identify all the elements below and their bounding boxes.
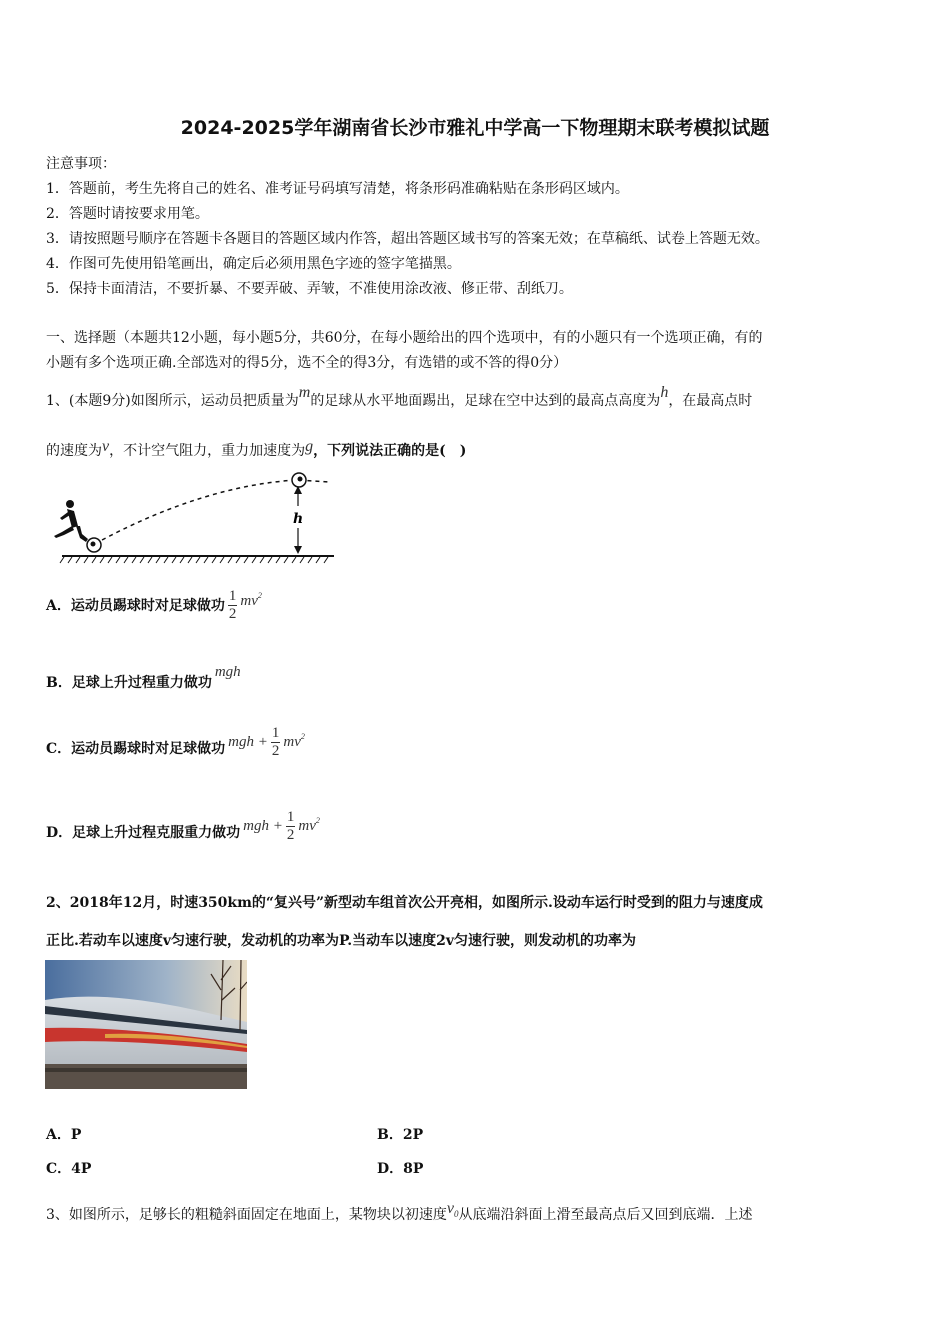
q1-stem-line2: 的速度为v，不计空气阻力，重力加速度为g，下列说法正确的是( ) bbox=[46, 438, 467, 459]
notice-heading: 注意事项： bbox=[46, 156, 116, 172]
notice-item: 2．答题时请按要求用笔。 bbox=[46, 206, 209, 222]
q1-option-c[interactable]: C．运动员踢球时对足球做功 mgh + $\frac{1}{2}$ mv 2 bbox=[46, 724, 305, 759]
q2-stem-line2: 正比.若动车以速度v匀速行驶，发动机的功率为P.当动车以速度2v匀速行驶，则发动机的功率为 bbox=[46, 933, 636, 949]
q1-option-d[interactable]: D．足球上升过程克服重力做功 mgh + $\frac{1}{2}$ mv 2 bbox=[46, 808, 320, 843]
var-v: v bbox=[102, 438, 110, 455]
q2-option-c[interactable]: C．4P bbox=[46, 1161, 92, 1177]
height-label: h bbox=[293, 511, 304, 527]
q2-option-a[interactable]: A．P bbox=[46, 1127, 82, 1143]
var-h: h bbox=[660, 384, 669, 401]
q2-option-b[interactable]: B．2P bbox=[377, 1127, 424, 1143]
notice-item: 4．作图可先使用铅笔画出，确定后必须用黑色字迹的签字笔描黑。 bbox=[46, 256, 461, 272]
q3-stem: 3、如图所示，足够长的粗糙斜面固定在地面上，某物块以初速度v0从底端沿斜面上滑至最高点后又回到底端．上述 bbox=[46, 1200, 753, 1223]
var-g: g bbox=[305, 438, 314, 455]
var-m: m bbox=[298, 384, 311, 401]
train-photo bbox=[45, 960, 247, 1089]
page-title: 2024-2025学年湖南省长沙市雅礼中学高一下物理期末联考模拟试题 bbox=[180, 117, 770, 139]
q2-option-d[interactable]: D．8P bbox=[377, 1161, 424, 1177]
section-heading: 一、选择题（本题共12小题，每小题5分，共60分，在每小题给出的四个选项中，有的小题只有一个选项正确，有的 bbox=[46, 330, 763, 346]
q1-stem-line1: 1、(本题9分)如图所示，运动员把质量为m的足球从水平地面踢出，足球在空中达到的最高点高度为h，在最高点时 bbox=[46, 384, 753, 409]
section-heading-cont: 小题有多个选项正确.全部选对的得5分，选不全的得3分，有选错的或不答的得0分） bbox=[46, 355, 568, 371]
var-v0: v bbox=[446, 1200, 455, 1217]
q1-option-b[interactable]: B．足球上升过程重力做功 mgh bbox=[46, 663, 241, 691]
notice-item: 5．保持卡面清洁，不要折暴、不要弄破、弄皱，不准使用涂改液、修正带、刮纸刀。 bbox=[46, 281, 573, 297]
football-figure bbox=[44, 466, 336, 570]
notice-item: 3．请按照题号顺序在答题卡各题目的答题区域内作答，超出答题区域书写的答案无效；在草稿纸、试卷上答题无效。 bbox=[46, 231, 769, 247]
notice-item: 1．答题前，考生先将自己的姓名、准考证号码填写清楚，将条形码准确粘贴在条形码区域内。 bbox=[46, 181, 629, 197]
q2-stem-line1: 2、2018年12月，时速350km的“复兴号”新型动车组首次公开亮相，如图所示.设动车运行时受到的阻力与速度成 bbox=[46, 895, 763, 911]
q1-option-a[interactable]: A．运动员踢球时对足球做功 $\frac{1}{2}$ mv 2 bbox=[46, 587, 262, 622]
